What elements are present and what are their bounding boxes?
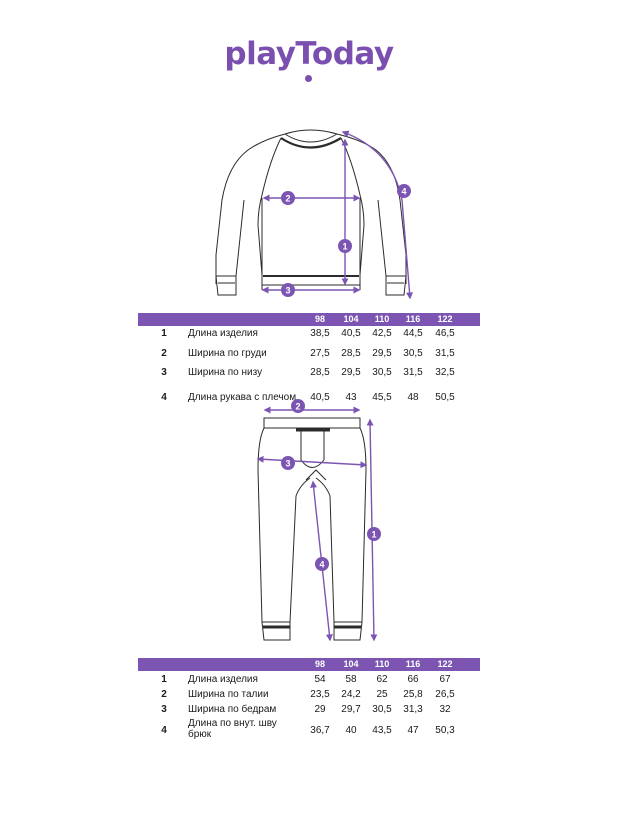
row-label: Длина по внут. шву брюк — [188, 718, 277, 740]
pants-measure-lines — [258, 410, 377, 640]
row-number: 1 — [161, 328, 167, 339]
row-number: 2 — [161, 689, 167, 700]
row-label: Длина изделия — [188, 674, 258, 685]
cell-value: 62 — [376, 674, 388, 685]
sweatshirt-measure-lines — [263, 132, 410, 298]
svg-text:3: 3 — [285, 458, 291, 469]
row-number: 3 — [161, 367, 167, 378]
svg-text:1: 1 — [371, 529, 377, 540]
row-label: Длина изделия — [188, 328, 258, 339]
table-row — [138, 702, 480, 717]
cell-value: 48 — [407, 392, 419, 403]
cell-value: 66 — [407, 674, 419, 685]
svg-text:3: 3 — [285, 285, 291, 296]
cell-value: 45,5 — [372, 392, 392, 403]
row-label: Ширина по низу — [188, 367, 263, 378]
brand-logo: playToday — [224, 36, 394, 72]
row-number: 1 — [161, 674, 167, 685]
table-row — [138, 687, 480, 702]
cell-value: 40,5 — [310, 392, 330, 403]
table-row — [138, 671, 480, 687]
cell-value: 23,5 — [310, 689, 330, 700]
pants-badge-3 — [281, 456, 295, 470]
cell-value: 27,5 — [310, 348, 330, 359]
cell-value: 58 — [345, 674, 357, 685]
cell-value: 24,2 — [341, 689, 361, 700]
row-label: Ширина по бедрам — [188, 704, 277, 715]
table-row — [138, 717, 480, 743]
sweatshirt-badge-1 — [338, 239, 352, 253]
cell-value: 42,5 — [372, 328, 392, 339]
svg-text:4: 4 — [401, 186, 407, 197]
svg-text:4: 4 — [319, 559, 325, 570]
table-row — [138, 346, 480, 364]
cell-value: 29,5 — [341, 367, 361, 378]
size-label: 116 — [405, 659, 421, 669]
table-row — [138, 326, 480, 346]
size-label: 98 — [314, 659, 325, 669]
sweatshirt-size-table — [138, 313, 480, 408]
cell-value: 50,5 — [435, 392, 455, 403]
size-label: 110 — [374, 659, 390, 669]
cell-value: 30,5 — [372, 704, 392, 715]
cell-value: 31,5 — [435, 348, 455, 359]
table-row — [138, 386, 480, 408]
cell-value: 46,5 — [435, 328, 455, 339]
row-number: 4 — [161, 392, 167, 403]
pants-drawing — [258, 418, 366, 640]
cell-value: 44,5 — [403, 328, 423, 339]
cell-value: 31,3 — [403, 704, 423, 715]
cell-value: 43 — [345, 392, 357, 403]
cell-value: 30,5 — [403, 348, 423, 359]
cell-value: 40 — [345, 725, 357, 736]
sweatshirt-badge-3 — [281, 283, 295, 297]
pants-size-table — [138, 658, 480, 743]
cell-value: 36,7 — [310, 725, 330, 736]
cell-value: 26,5 — [435, 689, 455, 700]
cell-value: 25,8 — [403, 689, 423, 700]
row-label: Ширина по талии — [188, 689, 269, 700]
pants-badge-4 — [315, 557, 329, 571]
cell-value: 28,5 — [341, 348, 361, 359]
cell-value: 30,5 — [372, 367, 392, 378]
cell-value: 29,5 — [372, 348, 392, 359]
sweatshirt-badge-4 — [397, 184, 411, 198]
cell-value: 29 — [314, 704, 326, 715]
pants-badge-1 — [367, 527, 381, 541]
cell-value: 47 — [407, 725, 419, 736]
size-label: 122 — [437, 659, 453, 669]
size-label: 116 — [405, 314, 421, 324]
cell-value: 25 — [376, 689, 388, 700]
svg-text:2: 2 — [285, 193, 291, 204]
row-number: 3 — [161, 704, 167, 715]
row-label: Длина рукава с плечом — [188, 392, 297, 403]
size-label: 110 — [374, 314, 390, 324]
table-row — [138, 364, 480, 386]
cell-value: 28,5 — [310, 367, 330, 378]
size-label: 122 — [437, 314, 453, 324]
row-label: Ширина по груди — [188, 348, 267, 359]
row-number: 4 — [161, 725, 167, 736]
cell-value: 29,7 — [341, 704, 361, 715]
cell-value: 32,5 — [435, 367, 455, 378]
cell-value: 32 — [439, 704, 451, 715]
cell-value: 43,5 — [372, 725, 392, 736]
svg-text:1: 1 — [342, 241, 348, 252]
svg-text:2: 2 — [295, 401, 301, 412]
size-label: 98 — [314, 314, 325, 324]
cell-value: 67 — [439, 674, 451, 685]
size-header — [138, 313, 480, 326]
cell-value: 38,5 — [310, 328, 330, 339]
cell-value: 54 — [314, 674, 326, 685]
sweatshirt-drawing — [216, 130, 406, 295]
cell-value: 40,5 — [341, 328, 361, 339]
row-number: 2 — [161, 348, 167, 359]
size-header — [138, 658, 480, 671]
cell-value: 50,3 — [435, 725, 455, 736]
size-label: 104 — [343, 659, 359, 669]
sweatshirt-badge-2 — [281, 191, 295, 205]
size-label: 104 — [343, 314, 359, 324]
cell-value: 31,5 — [403, 367, 423, 378]
